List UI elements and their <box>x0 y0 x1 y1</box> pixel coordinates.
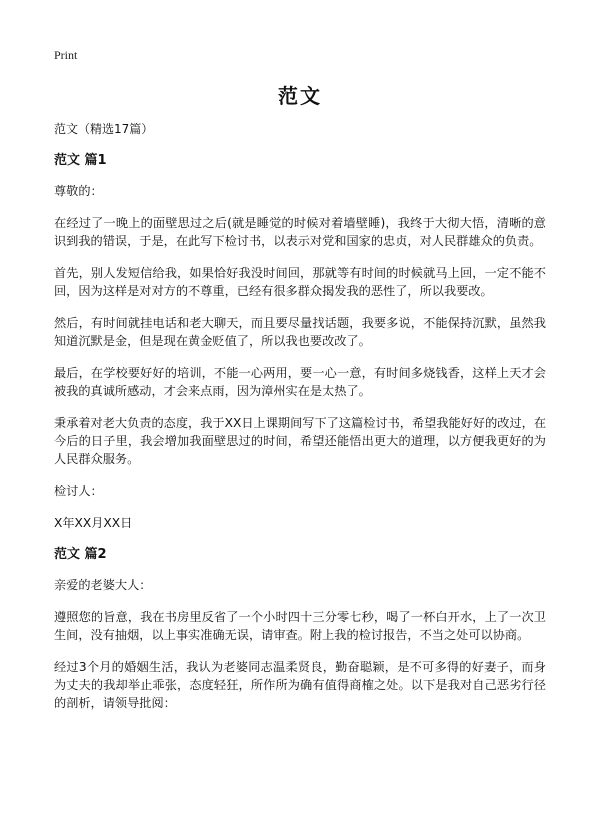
section-heading: 范文 篇2 <box>54 547 107 562</box>
page-title: 范文 <box>278 84 322 108</box>
section-2 <box>54 546 546 712</box>
paragraph: 经过3个月的婚姻生活，我认为老婆同志温柔贤良，勤奋聪颖，是不可多得的好妻子，而身为丈夫的我却举止乖张，态度轻狂，所作所为确有值得商榷之处。以下是我对自己恶劣行径的剖析，请领导批阅： <box>54 660 546 710</box>
signature-label: 检讨人： <box>54 484 103 498</box>
paragraph: 遵照您的旨意，我在书房里反省了一个小时四十三分零七秒，喝了一杯白开水，上了一次卫生间，没有抽烟，以上事实准确无误，请审查。附上我的检讨报告，不当之处可以协商。 <box>54 610 546 642</box>
salutation: 亲爱的老婆大人： <box>54 578 152 592</box>
paragraph: 首先，别人发短信给我，如果恰好我没时间回，那就等有时间的时候就马上回，一定不能不回，因为这样是对对方的不尊重，已经有很多群众揭发我的恶性了，所以我要改。 <box>54 266 546 298</box>
salutation: 尊敬的： <box>54 184 103 198</box>
section-1 <box>54 152 546 532</box>
paragraph: 在经过了一晚上的面壁思过之后(就是睡觉的时候对着墙壁睡)，我终于大彻大悟，清晰的意识到我的错误，于是，在此写下检讨书，以表示对党和国家的忠贞，对人民群雄众的负责。 <box>54 216 546 248</box>
document-subtitle: 范文（精选17篇） <box>54 122 154 136</box>
print-link[interactable]: Print <box>54 48 78 62</box>
paragraph: 秉承着对老大负责的态度，我于XX日上课期间写下了这篇检讨书，希望我能好好的改过，在今后的日子里，我会增加我面壁思过的时间，希望还能悟出更大的道理，以方便我更好的为人民群众服务。 <box>54 416 547 466</box>
document-body <box>54 120 546 726</box>
paragraph: 然后，有时间就挂电话和老大聊天，而且要尽量找话题，我要多说，不能保持沉默，虽然我知道沉默是金，但是现在黄金贬值了，所以我也要改改了。 <box>54 316 546 348</box>
section-heading: 范文 篇1 <box>54 153 107 168</box>
date-line: X年XX月XX日 <box>54 516 133 530</box>
paragraph: 最后，在学校要好好的培训，不能一心两用，要一心一意，有时间多烧钱香，这样上天才会被我的真诚所感动，才会来点雨，因为漳州实在是太热了。 <box>54 366 546 398</box>
